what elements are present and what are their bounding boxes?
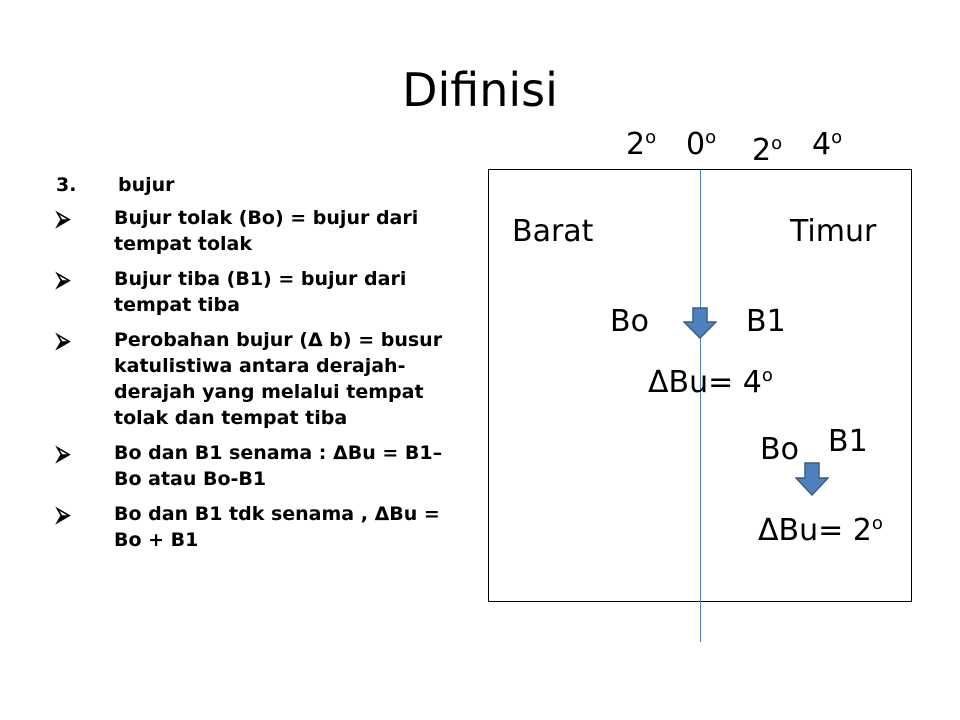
prime-meridian-line <box>700 170 701 642</box>
list-heading <box>56 172 456 198</box>
degree-sign: o <box>771 133 783 154</box>
delta-value: ΔBu= 2 <box>758 513 872 548</box>
degree-label <box>686 118 716 165</box>
list-number: 3. <box>56 174 77 196</box>
arrowhead-bullet-icon: ⮚ <box>56 502 71 526</box>
example1-bo-label: Bo <box>610 304 649 339</box>
example2-bo-label: Bo <box>760 432 799 467</box>
example2-delta-label <box>758 504 883 551</box>
list-item <box>56 440 456 492</box>
arrowhead-bullet-icon: ⮚ <box>56 441 71 465</box>
degree-sign: o <box>871 513 883 534</box>
list-item <box>56 266 456 318</box>
example1-delta-label <box>648 356 773 403</box>
degree-sign: o <box>831 127 843 148</box>
degree-label-value: 2 <box>752 133 772 168</box>
down-arrow-icon <box>683 307 717 339</box>
degree-sign: o <box>705 127 717 148</box>
list-item <box>56 327 456 431</box>
list-item-text: Bujur tiba (B1) = bujur dari tempat tiba <box>114 268 407 316</box>
degree-sign: o <box>645 127 657 148</box>
arrowhead-bullet-icon: ⮚ <box>56 206 71 230</box>
down-arrow-icon <box>795 462 829 496</box>
list-item-text: Bujur tolak (Bo) = bujur dari tempat tolak <box>114 207 419 255</box>
degree-sign: o <box>761 365 773 386</box>
delta-value: ΔBu= 4 <box>648 365 762 400</box>
degree-label-value: 0 <box>686 127 706 162</box>
degree-label <box>812 118 842 165</box>
list-item <box>56 501 456 553</box>
definition-list <box>56 172 456 553</box>
list-item-text: Bo dan B1 senama : ΔBu = B1–Bo atau Bo-B1 <box>114 442 443 490</box>
list-item-text: Perobahan bujur (Δ b) = busur katulistiwa antara derajah- derajah yang melalui tempat tolak dan tempat tiba <box>114 329 443 429</box>
arrowhead-bullet-icon: ⮚ <box>56 328 71 352</box>
example1-b1-label: B1 <box>746 304 786 339</box>
list-heading-text: bujur <box>118 174 175 196</box>
east-label: Timur <box>790 214 877 249</box>
degree-label <box>752 124 782 171</box>
degree-label-value: 4 <box>812 127 832 162</box>
arrowhead-bullet-icon: ⮚ <box>56 267 71 291</box>
degree-label <box>626 118 656 165</box>
west-label: Barat <box>512 214 594 249</box>
slide-title: Difinisi <box>402 63 558 117</box>
list-item-text: Bo dan B1 tdk senama , ΔBu = Bo + B1 <box>114 503 440 551</box>
example2-b1-label: B1 <box>828 424 868 459</box>
list-item <box>56 205 456 257</box>
degree-label-value: 2 <box>626 127 646 162</box>
